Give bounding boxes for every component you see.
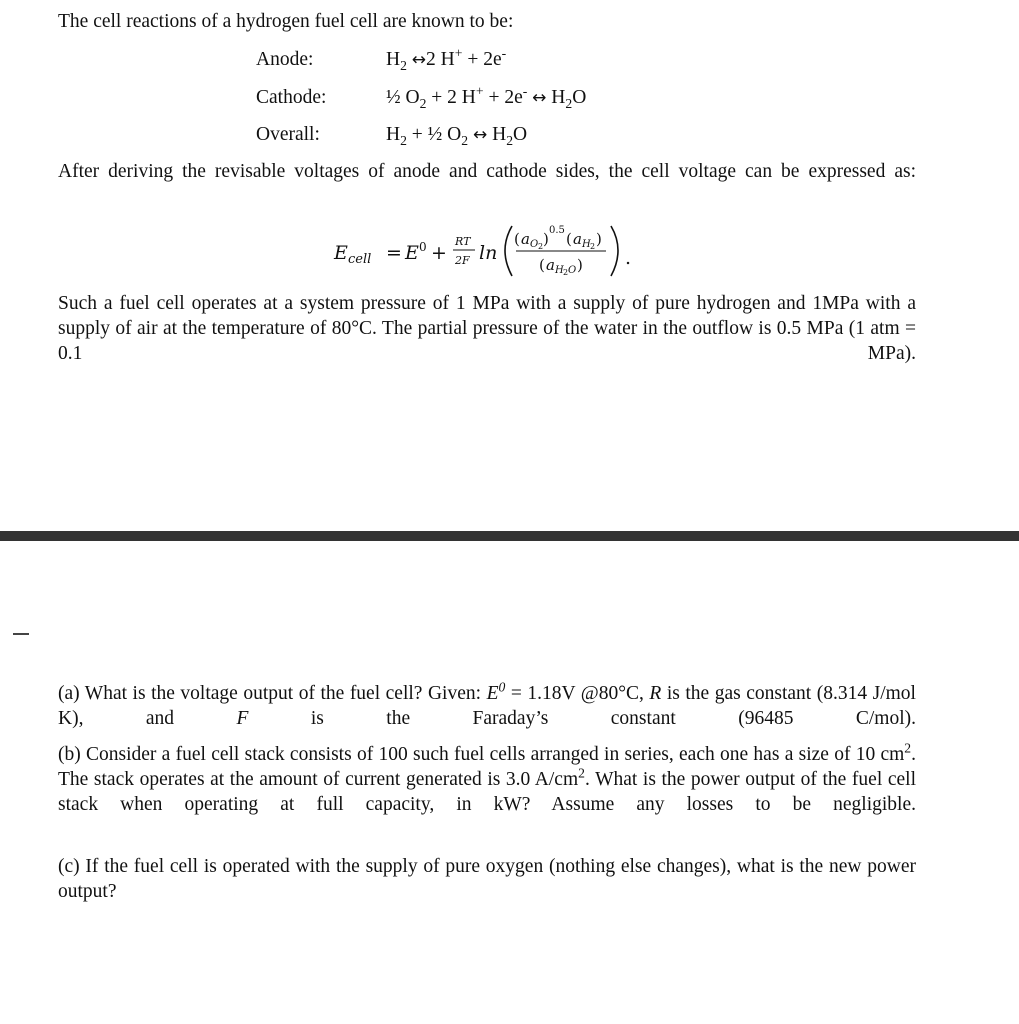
question-b: (b) Consider a fuel cell stack consists of 100 such fuel cells arranged in series, each one has a size of 10 $cm^2$. The stack operates at the amount of current generated is 3.0 $A/cm^2$. What is the power output of the fuel cell stack when operating at full capacity, in kW? Assume any losses to be negligible. bbox=[58, 740, 916, 815]
formula-o2-sub: O bbox=[530, 239, 539, 250]
formula-h2o-sub2: 2 bbox=[563, 268, 569, 277]
question-c: (c) If the fuel cell is operated with the supply of pure oxygen (nothing else changes), what is the new power output? bbox=[58, 856, 916, 902]
formula-paren-o2-close: ) bbox=[543, 230, 549, 248]
formula-h2-sub: H bbox=[582, 239, 591, 250]
anode-equation: $H_2$ ↔2 H+ + 2e- bbox=[386, 45, 507, 73]
formula-left-paren bbox=[505, 226, 512, 276]
derivation-paragraph: After deriving the revisable voltages of anode and cathode sides, the cell voltage can be expressed as: bbox=[58, 161, 916, 182]
formula-right-paren bbox=[611, 226, 618, 276]
formula-lhs: E bbox=[334, 242, 348, 264]
formula-equals: = bbox=[386, 242, 402, 264]
formula-paren-h2o-close: ) bbox=[577, 256, 583, 274]
formula-h2o-sub3: O bbox=[568, 265, 577, 276]
formula-paren-h2-close: ) bbox=[596, 230, 602, 248]
overall-label: Overall: bbox=[256, 124, 320, 145]
margin-mark bbox=[13, 633, 29, 635]
formula-plus: + bbox=[431, 242, 447, 264]
formula-o2-sub2: 2 bbox=[538, 242, 544, 251]
formula-h2-sub2: 2 bbox=[590, 242, 596, 251]
cathode-label: Cathode: bbox=[256, 87, 327, 108]
formula-e0-sup: 0 bbox=[419, 240, 427, 254]
formula-a-h2: a bbox=[573, 230, 582, 248]
intro-text: The cell reactions of a hydrogen fuel cell are known to be: bbox=[58, 11, 514, 32]
overall-equation: $H_2$ + ½ $O_2$ ↔ $H_2O$ bbox=[386, 124, 528, 148]
formula-ln: ln bbox=[479, 242, 498, 264]
formula-period: . bbox=[625, 247, 632, 269]
formula-frac-den: 2F bbox=[455, 254, 470, 267]
formula-paren-h2-open: ( bbox=[566, 230, 572, 248]
cathode-equation: ½ $O_2 + 2$ H+ + 2e- ↔ $H_2O$ bbox=[386, 83, 587, 111]
formula-paren-h2o-open: ( bbox=[539, 256, 545, 274]
conditions-paragraph: Such a fuel cell operates at a system pressure of 1 MPa with a supply of pure hydrogen and 1MPa with a supply of air at the temperature of 80°C. The partial pressure of the water in the outflow is 0.5 MPa (1 atm = 0.1 MPa). bbox=[58, 293, 916, 364]
formula-paren-o2-open: ( bbox=[514, 230, 520, 248]
formula-e0: E bbox=[405, 242, 419, 264]
formula-exponent: 0.5 bbox=[549, 225, 565, 236]
anode-label: Anode: bbox=[256, 49, 314, 70]
cell-voltage-formula bbox=[330, 220, 670, 280]
formula-a-o2: a bbox=[521, 230, 530, 248]
formula-lhs-sub: cell bbox=[348, 252, 372, 267]
question-a: (a) What is the voltage output of the fuel cell? Given: $E^0 = 1.18V$ @80°C, R is the gas constant (8.314 J/mol K), and F is the Faraday’s constant (96485 C/mol). bbox=[58, 679, 917, 729]
formula-h2o-sub: H bbox=[555, 265, 564, 276]
formula-frac-num: RT bbox=[455, 235, 471, 248]
formula-a-h2o: a bbox=[546, 256, 555, 274]
section-divider bbox=[0, 531, 1019, 541]
